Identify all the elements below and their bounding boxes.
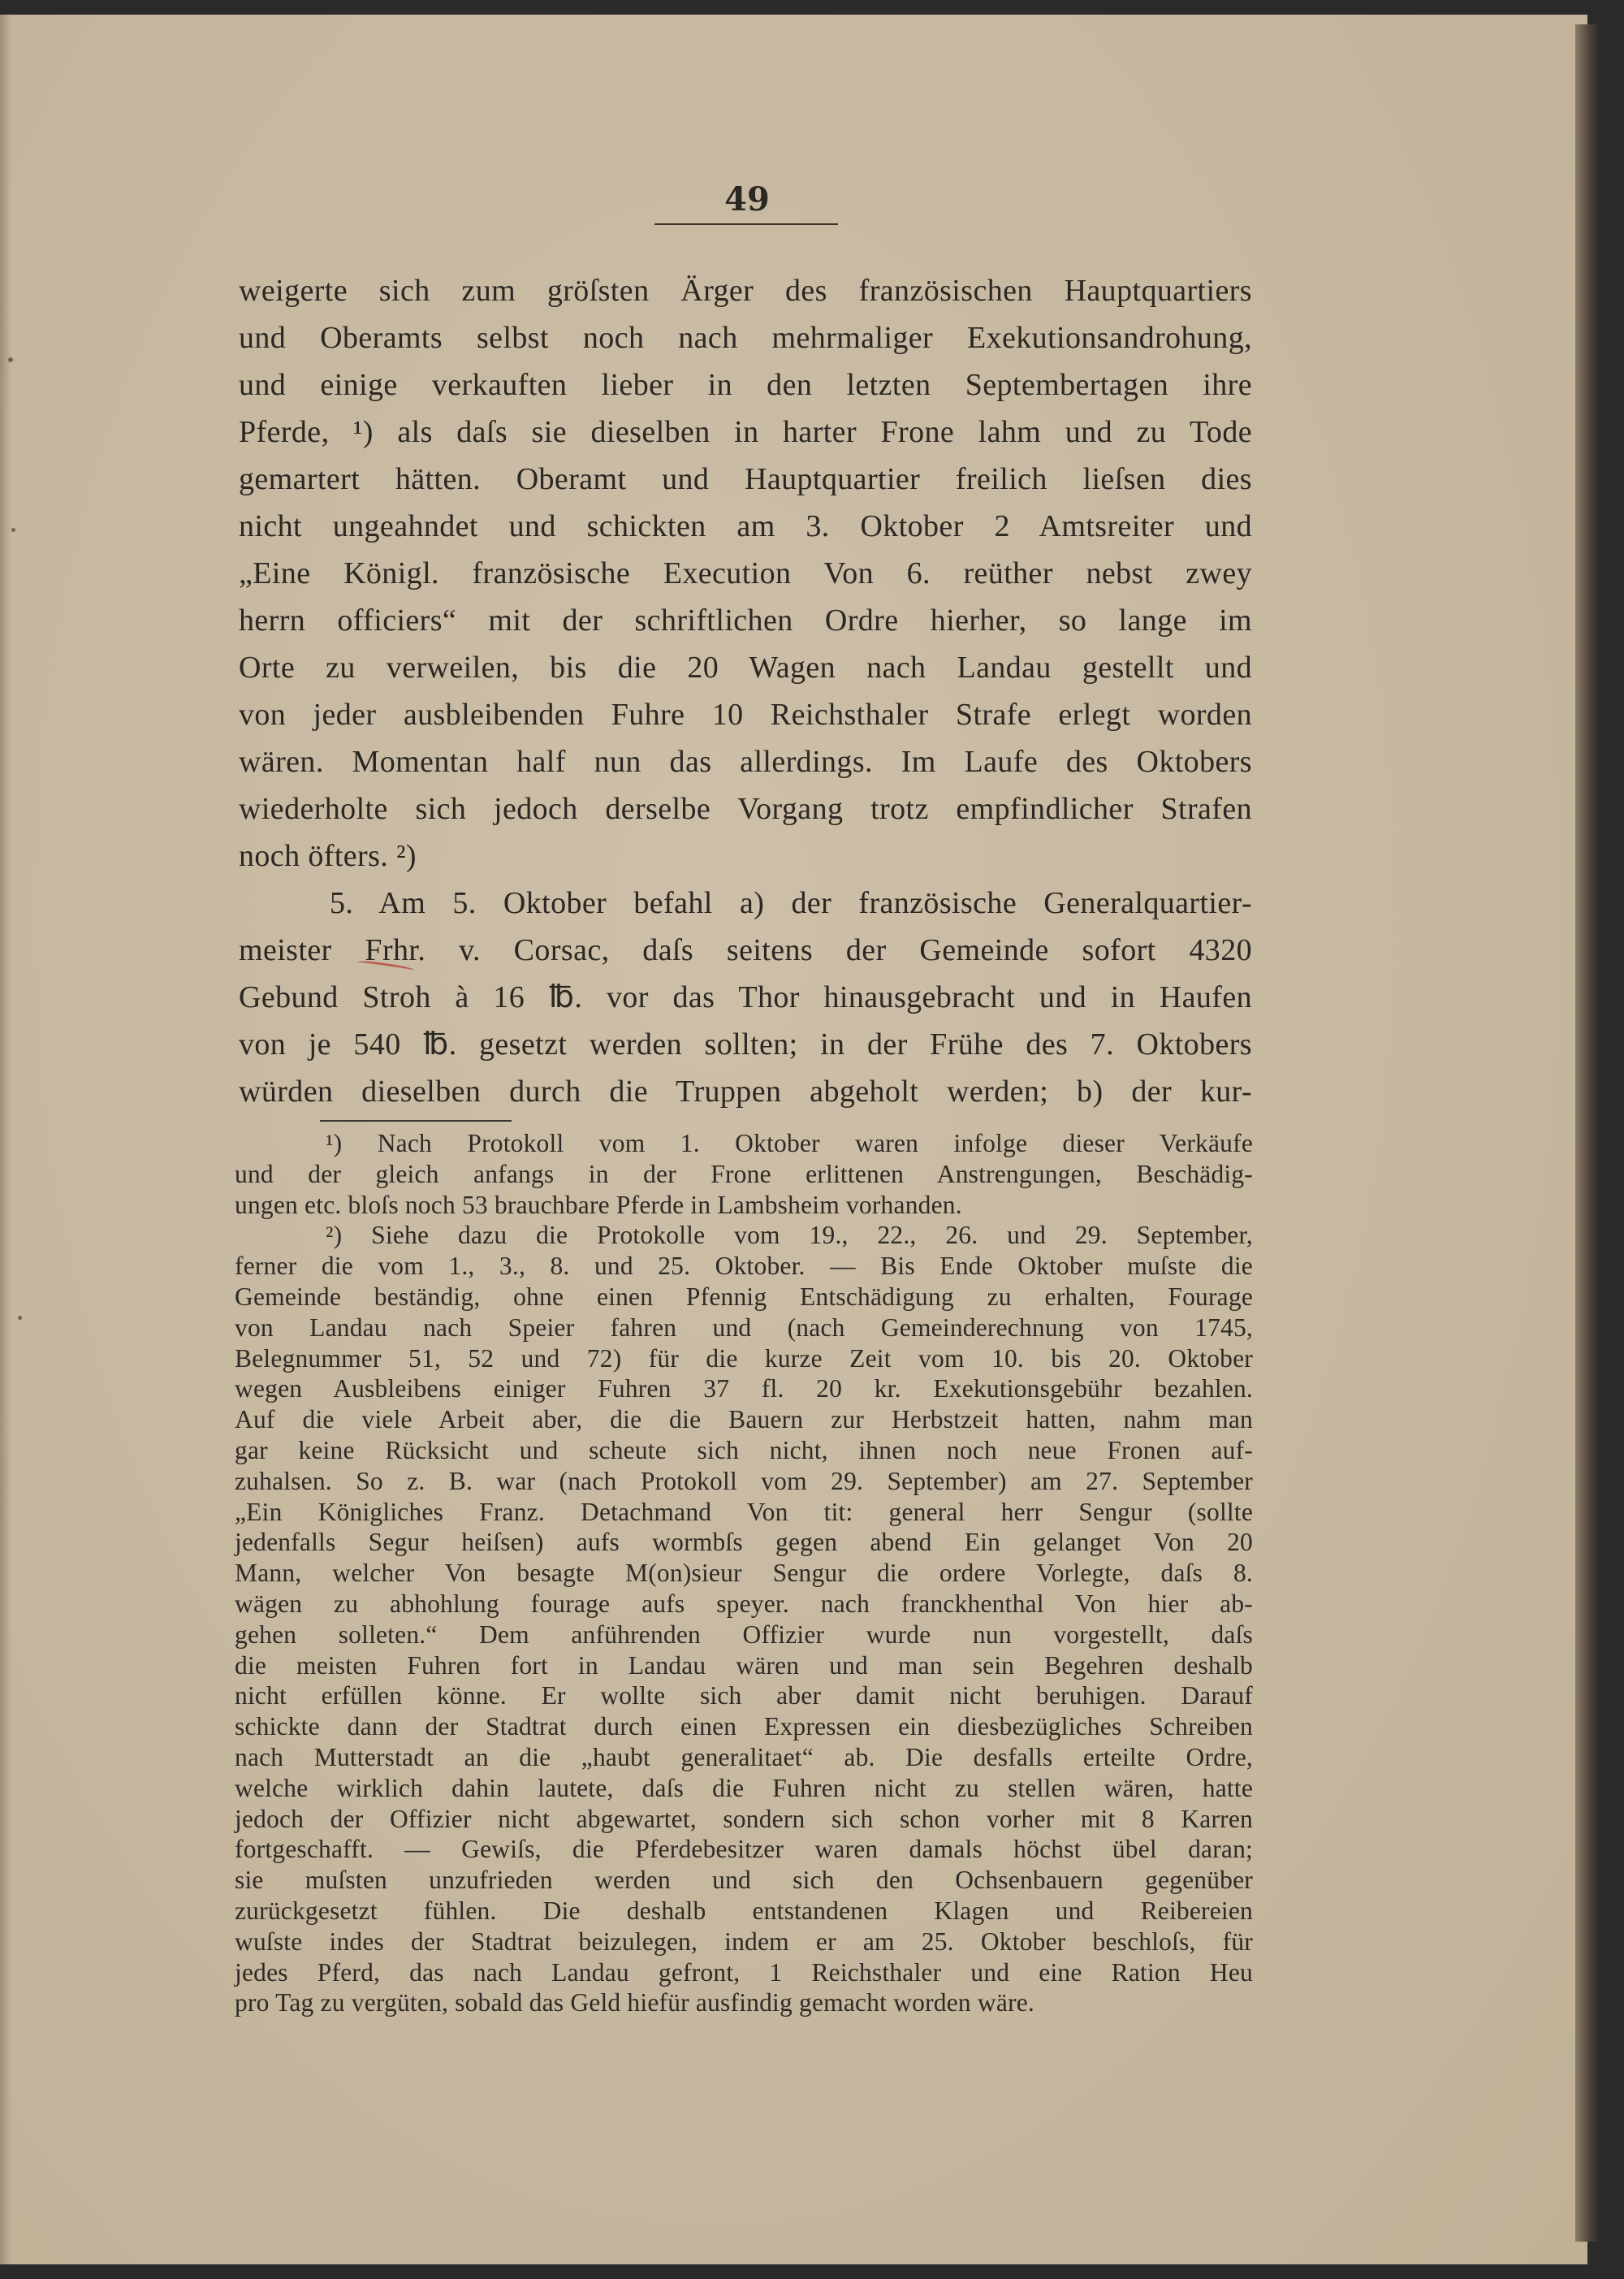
header-rule (654, 223, 838, 225)
margin-speck (18, 1316, 22, 1320)
gutter-shadow (0, 15, 11, 2264)
body-line: würden dieselben durch die Truppen abgeholt werden; b) der kur- (239, 1075, 1252, 1109)
body-line: 5. Am 5. Oktober befahl a) der französische Generalquartier- (330, 886, 1252, 920)
page-number: 49 (724, 180, 770, 218)
footnote-line: wuſste indes der Stadtrat beizulegen, indem er am 25. Oktober beschloſs, für (235, 1927, 1253, 1956)
body-line: wären. Momentan half nun das allerdings. Im Laufe des Oktobers (239, 745, 1252, 779)
footnote-line: fortgeschafft. — Gewiſs, die Pferdebesitzer waren damals höchst übel daran; (235, 1835, 1253, 1864)
footnote-line: jedenfalls Segur heiſsen) aufs wormbſs gegen abend Ein gelanget Von 20 (235, 1528, 1253, 1557)
body-line: und einige verkauften lieber in den letzten Septembertagen ihre (239, 368, 1252, 402)
footnote-line: jedes Pferd, das nach Landau gefront, 1 Reichsthaler und eine Ration Heu (235, 1957, 1253, 1987)
footnote-line: Gemeinde beständig, ohne einen Pfennig Entschädigung zu erhalten, Fourage (235, 1282, 1253, 1311)
footnote-line: nicht erfüllen könne. Er wollte sich aber damit nicht beruhigen. Darauf (235, 1681, 1253, 1710)
footnote-line: nach Mutterstadt an die „haubt generalitaet“ ab. Die desfalls erteilte Ordre, (235, 1742, 1253, 1771)
footnote-line: ¹) Nach Protokoll vom 1. Oktober waren infolge dieser Verkäufe (326, 1129, 1253, 1157)
body-line: wiederholte sich jedoch derselbe Vorgang trotz empfindlicher Strafen (239, 792, 1252, 826)
footnote-line: „Ein Königliches Franz. Detachmand Von tit: general herr Sengur (sollte (235, 1497, 1253, 1526)
footnote-line: und der gleich anfangs in der Frone erlittenen Anstrengungen, Beschädig- (235, 1159, 1253, 1188)
footnote-line: gehen solleten.“ Dem anführenden Offizier wurde nun vorgestellt, daſs (235, 1620, 1253, 1649)
footnote-line: zuhalsen. So z. B. war (nach Protokoll vom 29. September) am 27. September (235, 1466, 1253, 1495)
body-text (239, 267, 1252, 1115)
footnote-line: pro Tag zu vergüten, sobald das Geld hiefür ausfindig gemacht worden wäre. (235, 1988, 1035, 2017)
body-line: Orte zu verweilen, bis die 20 Wagen nach Landau gestellt und (239, 651, 1252, 685)
footnote-line: ²) Siehe dazu die Protokolle vom 19., 22., 26. und 29. September, (326, 1221, 1253, 1250)
margin-speck (11, 528, 15, 532)
margin-speck (8, 357, 13, 362)
footnote-rule (320, 1120, 512, 1122)
footnote-line: zurückgesetzt fühlen. Die deshalb entstandenen Klagen und Reibereien (235, 1896, 1253, 1925)
footnote-line: die meisten Fuhren fort in Landau wären und man sein Begehren deshalb (235, 1650, 1253, 1680)
footnote-line: ferner die vom 1., 3., 8. und 25. Oktober. — Bis Ende Oktober muſste die (235, 1252, 1253, 1281)
body-line: noch öfters. ²) (239, 839, 417, 873)
footnote-line: schickte dann der Stadtrat durch einen Expressen ein diesbezügliches Schreiben (235, 1712, 1253, 1741)
footnote-line: ungen etc. bloſs noch 53 brauchbare Pferde in Lambsheim vorhanden. (235, 1190, 962, 1219)
footnotes (235, 1128, 1253, 2018)
page-edge-shadow (1575, 24, 1600, 2242)
footnote-line: sie muſsten unzufrieden werden und sich den Ochsenbauern gegenüber (235, 1866, 1253, 1895)
body-line: gemartert hätten. Oberamt und Hauptquartier freilich lieſsen dies (239, 462, 1252, 496)
footnote-line: jedoch der Offizier nicht abgewartet, sondern sich schon vorher mit 8 Karren (235, 1804, 1253, 1833)
footnote-line: Auf die viele Arbeit aber, die die Bauern zur Herbstzeit hatten, nahm man (235, 1405, 1253, 1434)
footnote-line: welche wirklich dahin lautete, daſs die Fuhren nicht zu stellen wären, hatte (235, 1773, 1253, 1802)
body-line: herrn officiers“ mit der schriftlichen Ordre hierher, so lange im (239, 603, 1252, 638)
footnote-line: Mann, welcher Von besagte M(on)sieur Sengur die ordere Vorlegte, daſs 8. (235, 1559, 1253, 1588)
body-line: weigerte sich zum gröſsten Ärger des französischen Hauptquartiers (239, 274, 1252, 308)
body-line: nicht ungeahndet und schickten am 3. Oktober 2 Amtsreiter und (239, 509, 1252, 543)
footnote-line: wägen zu abhohlung fourage aufs speyer. nach franckhenthal Von hier ab- (235, 1589, 1253, 1618)
footnote-line: wegen Ausbleibens einiger Fuhren 37 fl. 20 kr. Exekutionsgebühr bezahlen. (235, 1374, 1253, 1403)
footnote-line: von Landau nach Speier fahren und (nach Gemeinderechnung von 1745, (235, 1312, 1253, 1342)
body-line: und Oberamts selbst noch nach mehrmaliger Exekutionsandrohung, (239, 321, 1252, 355)
body-line: von jeder ausbleibenden Fuhre 10 Reichsthaler Strafe erlegt worden (239, 698, 1252, 732)
footnote-line: Belegnummer 51, 52 und 72) für die kurze Zeit vom 10. bis 20. Oktober (235, 1343, 1253, 1373)
body-line: meister Frhr. v. Corsac, daſs seitens der Gemeinde sofort 4320 (239, 933, 1252, 967)
body-line: Gebund Stroh à 16 ℔. vor das Thor hinausgebracht und in Haufen (239, 980, 1252, 1014)
body-line: Pferde, ¹) als daſs sie dieselben in harter Frone lahm und zu Tode (239, 415, 1252, 449)
footnote-line: gar keine Rücksicht und scheute sich nicht, ihnen noch neue Fronen auf- (235, 1435, 1253, 1464)
body-line: „Eine Königl. französische Execution Von 6. reüther nebst zwey (239, 556, 1252, 590)
body-line: von je 540 ℔. gesetzt werden sollten; in der Frühe des 7. Oktobers (239, 1027, 1252, 1062)
